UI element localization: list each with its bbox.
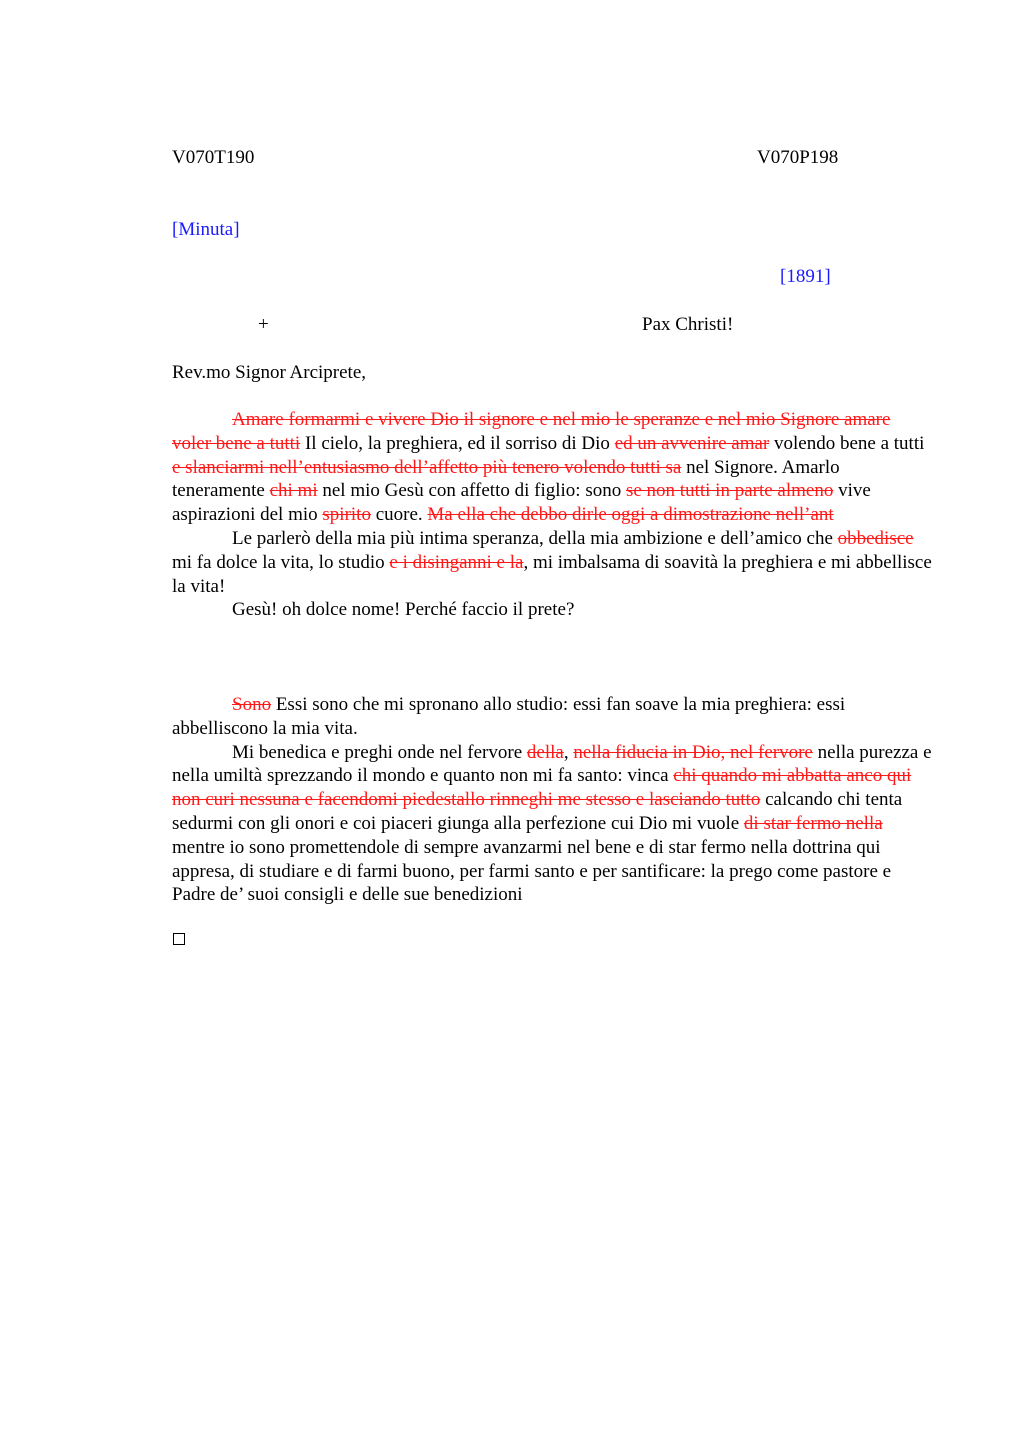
text-run: vive aspirazioni del mio — [172, 480, 871, 526]
text-run: Il cielo, la preghiera, ed il sorriso di Dio — [300, 432, 615, 454]
deletion: di star fermo nella — [743, 812, 883, 834]
deletion: chi mi — [269, 480, 318, 502]
date-note: [1891] — [780, 266, 831, 287]
text-run: Essi sono che mi spronano allo studio: essi fan soave la mia preghiera: essi abbelliscono la mia vita. — [172, 694, 846, 739]
deletion: chi quando mi abbatta anco qui non curi nessuna e facendomi piedestallo rinneghi me stesso e lasciando tutto — [172, 765, 912, 811]
text-run: mi fa dolce la vita, lo studio — [172, 551, 390, 573]
paragraph-1 — [172, 408, 932, 527]
text-run: nel mio Gesù con affetto di figlio: sono — [317, 480, 626, 502]
deletion: Sono — [232, 694, 272, 715]
empty-square-icon — [173, 933, 185, 945]
paragraph-2 — [172, 527, 932, 598]
text-run: nella purezza e nella umiltà sprezzando il mondo e quanto non mi fa santo: vinca — [172, 741, 932, 787]
deletion: obbedisce — [837, 527, 914, 549]
cross-symbol: + — [258, 314, 269, 335]
text-run: Le parlerò della mia più intima speranza, della mia ambizione e dell’amico che — [232, 527, 838, 549]
deletion: nella fiducia in Dio, nel fervore — [573, 741, 813, 763]
text-run: nel Signore. Amarlo teneramente — [172, 456, 840, 502]
deletion: spirito — [322, 504, 371, 526]
pax-christi: Pax Christi! — [642, 314, 734, 335]
paragraph-4 — [172, 693, 932, 741]
right-code: V070P198 — [757, 147, 839, 168]
letter-body-2 — [172, 693, 932, 907]
text-run: cuore. — [370, 504, 428, 526]
deletion: ed un avvenire amar — [614, 432, 770, 454]
letter-body-1 — [172, 408, 932, 622]
text-run: , — [563, 741, 574, 763]
left-code: V070T190 — [172, 147, 255, 168]
text-run: mentre io sono promettendole di sempre avanzarmi nel bene e di star fermo nella dottrina qui appresa, di studiare e di farmi buono, per farmi santo e per santificare: la prego come pastore e Padre de’ suoi consigli e delle sue benedizioni — [172, 836, 892, 906]
paragraph-5 — [172, 741, 932, 908]
text-run: calcando chi tenta sedurmi con gli onori e coi piaceri giunga alla perfezione cui Dio mi vuole — [172, 789, 903, 834]
minuta-note: [Minuta] — [172, 219, 240, 240]
deletion: se non tutti in parte almeno — [625, 480, 834, 502]
deletion: della — [526, 741, 564, 763]
deletion: Ma ella che debbo dirle oggi a dimostrazione nell’ant — [427, 504, 834, 526]
salutation: Rev.mo Signor Arciprete, — [172, 362, 367, 383]
deletion: Amare formarmi e vivere Dio il signore e nel mio le speranze e nel mio Signore amare voler bene a tutti — [172, 409, 891, 454]
deletion: e slanciarmi nell’entusiasmo dell’affetto più tenero volendo tutti sa — [172, 456, 682, 478]
text-run: Mi benedica e preghi onde nel fervore — [232, 741, 527, 763]
paragraph-3: Gesù! oh dolce nome! Perché faccio il prete? — [232, 599, 575, 621]
deletion: e i disinganni e la — [389, 551, 524, 573]
text-run: , mi imbalsama di soavità la preghiera e mi abbellisce la vita! — [172, 551, 932, 597]
text-run: volendo bene a tutti — [769, 432, 925, 454]
